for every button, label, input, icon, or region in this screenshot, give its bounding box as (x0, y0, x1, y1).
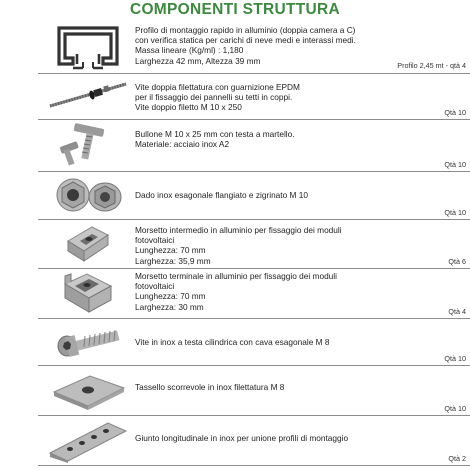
item-line: fotovoltaici (135, 235, 175, 246)
component-row-rail-profile (38, 20, 470, 74)
socket-cap-screw-icon (46, 318, 130, 365)
item-line: Vite doppio filetto M 10 x 250 (135, 102, 242, 113)
item-quantity: Qtà 10 (444, 208, 466, 217)
item-quantity: Qtà 6 (448, 257, 466, 266)
item-line: Profilo di montaggio rapido in alluminio (doppia camera a C) (135, 25, 356, 35)
item-line: per il fissaggio dei pannelli su tetti in coppi. (135, 92, 293, 103)
item-line: Materiale: acciaio inox A2 (135, 139, 230, 150)
mid-clamp-icon (46, 219, 130, 268)
item-line: Larghezza 42 mm, Altezza 39 mm (135, 55, 261, 66)
item-quantity: Qtà 2 (448, 454, 466, 463)
hammer-head-bolt-icon (46, 119, 130, 171)
sliding-plate-icon (46, 365, 130, 415)
item-quantity: Qtà 4 (448, 307, 466, 316)
item-line: Larghezza: 30 mm (135, 301, 204, 312)
item-line: Massa lineare (Kg/ml) : 1,180 (135, 45, 244, 56)
component-row-double-thread-screw (38, 73, 470, 120)
item-line: Larghezza: 35,9 mm (135, 255, 211, 266)
item-line: Lunghezza: 70 mm (135, 245, 206, 256)
item-line: Tassello scorrevole in inox filettatura M 8 (135, 382, 285, 392)
component-row-flange-nut (38, 171, 470, 220)
component-row-mid-clamp (38, 219, 470, 269)
component-row-splice-connector (38, 415, 470, 466)
end-clamp-icon (46, 268, 130, 318)
item-quantity: Qtà 10 (444, 160, 466, 169)
item-line: Dado inox esagonale flangiato e zigrinato M 10 (135, 190, 308, 200)
splice-connector-icon (46, 415, 130, 465)
double-thread-screw-icon (46, 73, 130, 119)
item-line: con verifica statica per carichi di neve medi e interassi medi. (135, 35, 356, 46)
item-line: Lunghezza: 70 mm (135, 291, 206, 302)
item-quantity: Profilo 2,45 mt - qtà 4 (397, 61, 466, 70)
component-row-end-clamp (38, 268, 470, 319)
component-row-socket-cap-screw (38, 318, 470, 366)
item-line: Vite in inox a testa cilindrica con cava esagonale M 8 (135, 337, 330, 347)
component-row-sliding-plate (38, 365, 470, 416)
page-title: COMPONENTI STRUTTURA (129, 1, 341, 18)
component-row-hammer-head-bolt (38, 119, 470, 172)
flange-nut-icon (46, 171, 130, 219)
item-quantity: Qtà 10 (444, 108, 466, 117)
item-line: Giunto longitudinale in inox per unione profili di montaggio (135, 433, 349, 443)
item-line: Bullone M 10 x 25 mm con testa a martello. (135, 129, 295, 139)
item-quantity: Qtà 10 (444, 354, 466, 363)
item-quantity: Qtà 10 (444, 404, 466, 413)
item-line: Morsetto terminale in alluminio per fissaggio dei moduli (135, 271, 337, 281)
item-line: Morsetto intermedio in alluminio per fissaggio dei moduli (135, 225, 342, 235)
item-line: Vite doppia filettatura con guarnizione EPDM (135, 82, 300, 92)
rail-profile-icon (46, 20, 130, 73)
item-line: fotovoltaici (135, 281, 175, 292)
